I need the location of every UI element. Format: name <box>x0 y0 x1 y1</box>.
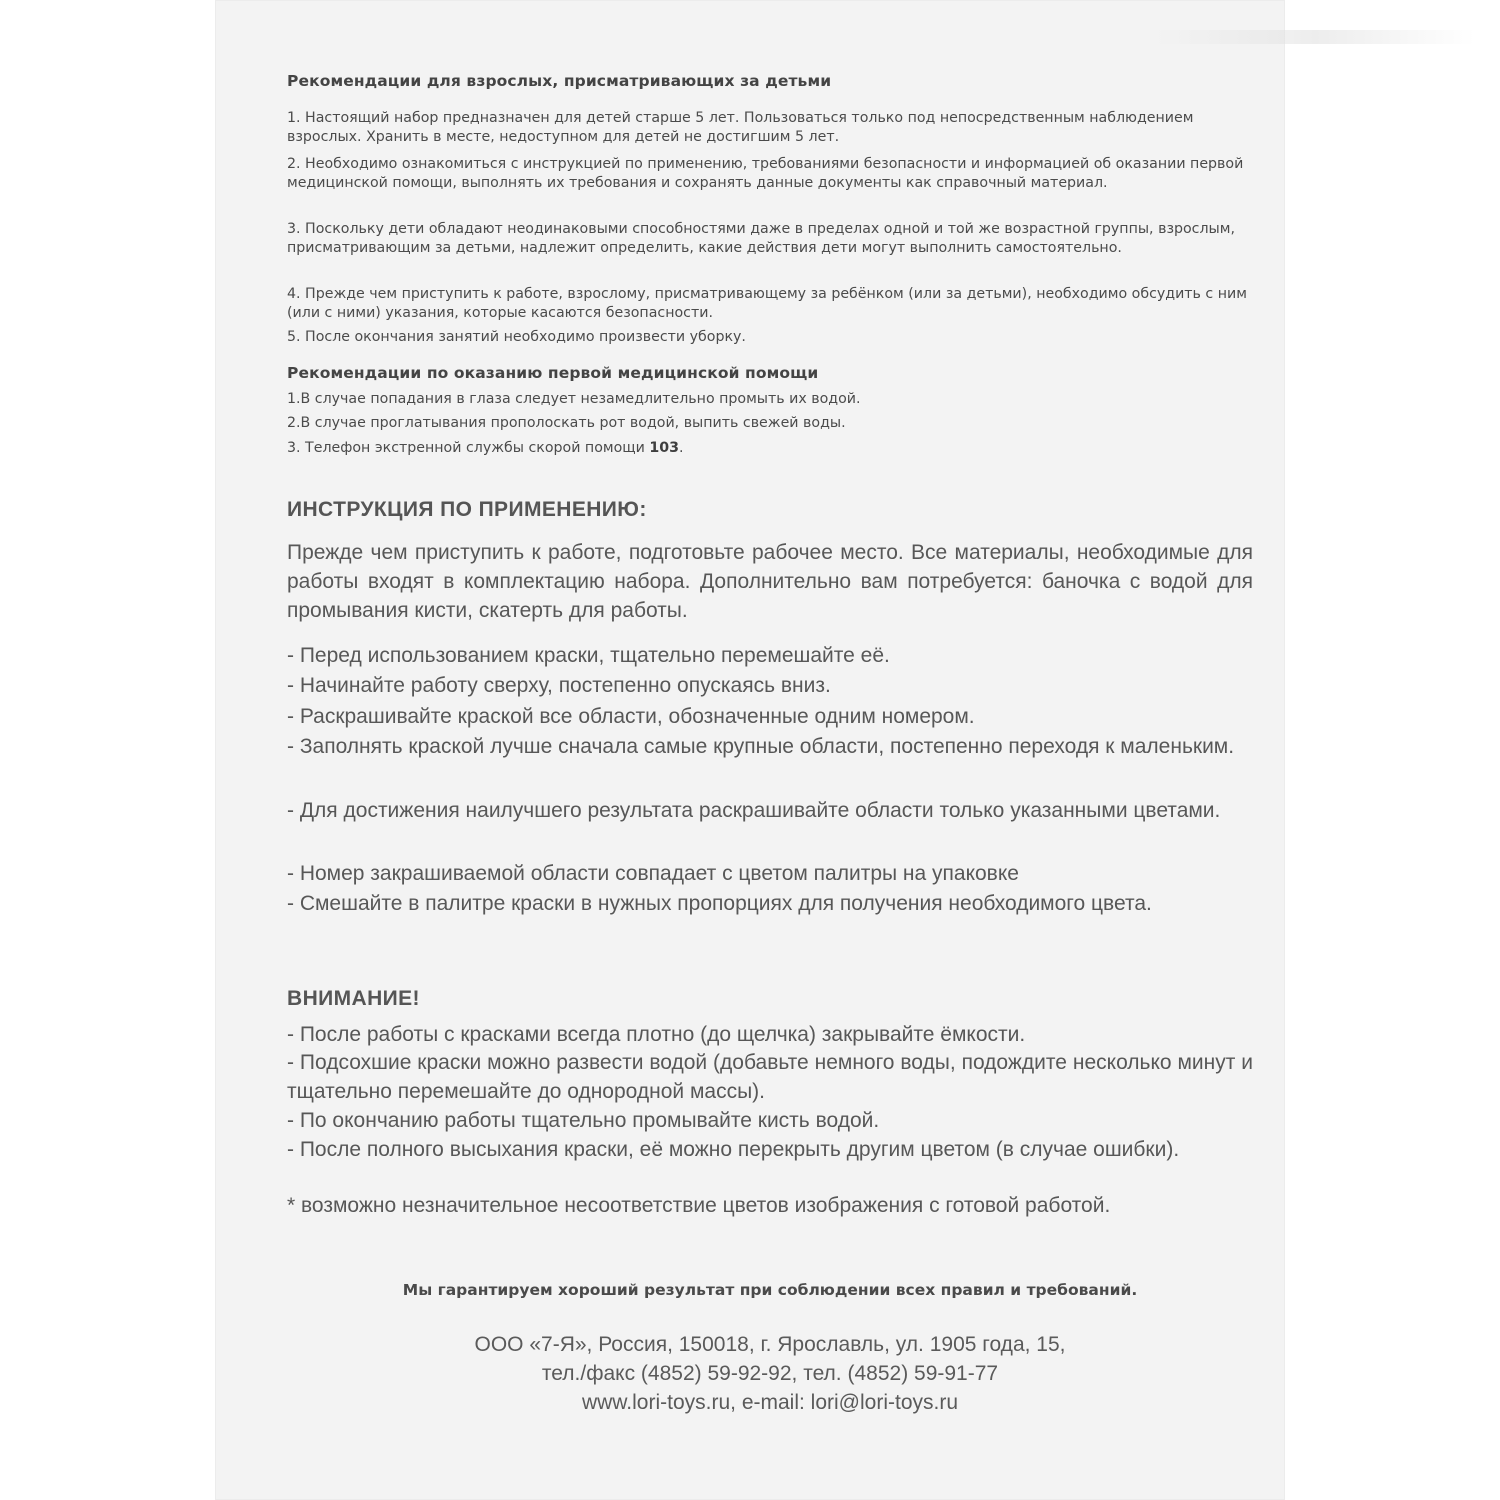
attention-item: - По окончанию работы тщательно промывайте кисть водой. <box>287 1109 880 1132</box>
attention-item: - Подсохшие краски можно развести водой (добавьте немного воды, подождите несколько минут и тщательно перемешайте до однородной массы). <box>287 1051 1253 1103</box>
company-address: ООО «7-Я», Россия, 150018, г. Ярославль, ул. 1905 года, 15, <box>474 1333 1066 1356</box>
emergency-phone-number: 103 <box>649 440 679 456</box>
first-aid-phone <box>287 439 1253 458</box>
first-aid-phone-prefix: 3. Телефон экстренной службы скорой помощи <box>287 440 650 456</box>
guarantee-statement: Мы гарантируем хороший результат при соблюдении всех правил и требований. <box>402 1281 1138 1299</box>
first-aid-item: 1.В случае попадания в глаза следует незамедлительно промыть их водой. <box>287 391 861 407</box>
attention-heading: ВНИМАНИЕ! <box>287 987 420 1010</box>
instruction-step: - Раскрашивайте краской все области, обозначенные одним номером. <box>287 705 975 728</box>
instruction-step: - Номер закрашиваемой области совпадает с цветом палитры на упаковке <box>287 862 1019 885</box>
adult-recommendation-item: 3. Поскольку дети обладают неодинаковыми способностями даже в пределах одной и той же возрастной группы, взрослым, присматривающим за детьми, надлежит определить, какие действия дети могут выполнить самостоятельно. <box>287 221 1235 256</box>
adult-recommendation-item: 5. После окончания занятий необходимо произвести уборку. <box>287 329 746 345</box>
instructions-heading: ИНСТРУКЦИЯ ПО ПРИМЕНЕНИЮ: <box>287 498 647 521</box>
adult-recommendation-item: 2. Необходимо ознакомиться с инструкцией по применению, требованиями безопасности и информацией об оказании первой медицинской помощи, выполнять их требования и сохранять данные документы как справочный материал. <box>287 156 1244 191</box>
company-phones: тел./факс (4852) 59-92-92, тел. (4852) 59-91-77 <box>541 1362 999 1385</box>
attention-item: * возможно незначительное несоответствие цветов изображения с готовой работой. <box>287 1194 1111 1217</box>
instruction-step: - Начинайте работу сверху, постепенно опускаясь вниз. <box>287 674 831 697</box>
instruction-step: - Перед использованием краски, тщательно перемешайте её. <box>287 644 890 667</box>
first-aid-phone-suffix: . <box>678 440 684 456</box>
instruction-step: - Заполнять краской лучше сначала самые крупные области, постепенно переходя к маленьким. <box>287 735 1235 758</box>
company-web-email: www.lori-toys.ru, e-mail: lori@lori-toys.ru <box>581 1391 959 1414</box>
attention-item: - После полного высыхания краски, её можно перекрыть другим цветом (в случае ошибки). <box>287 1138 1180 1161</box>
instructions-intro: Прежде чем приступить к работе, подготовьте рабочее место. Все материалы, необходимые для работы входят в комплектацию набора. Дополнительно вам потребуется: баночка с водой для промывания кисти, скатерть для работы. <box>287 541 1253 622</box>
adult-recommendations-heading: Рекомендации для взрослых, присматривающих за детьми <box>287 72 832 90</box>
instruction-step: - Для достижения наилучшего результата раскрашивайте области только указанными цветами. <box>287 799 1221 822</box>
first-aid-heading: Рекомендации по оказанию первой медицинской помощи <box>287 364 819 382</box>
adult-recommendation-item: 4. Прежде чем приступить к работе, взрослому, присматривающему за ребёнком (или за детьми), необходимо обсудить с ним (или с ними) указания, которые касаются безопасности. <box>287 286 1247 321</box>
adult-recommendation-item: 1. Настоящий набор предназначен для детей старше 5 лет. Пользоваться только под непосредственным наблюдением взрослых. Хранить в месте, недоступном для детей не достигшим 5 лет. <box>287 110 1194 145</box>
attention-item: - После работы с красками всегда плотно (до щелчка) закрывайте ёмкости. <box>287 1023 1026 1046</box>
first-aid-item: 2.В случае проглатывания прополоскать рот водой, выпить свежей воды. <box>287 415 846 431</box>
faint-print-strip <box>1155 30 1475 44</box>
instruction-step: - Смешайте в палитре краски в нужных пропорциях для получения необходимого цвета. <box>287 892 1152 915</box>
